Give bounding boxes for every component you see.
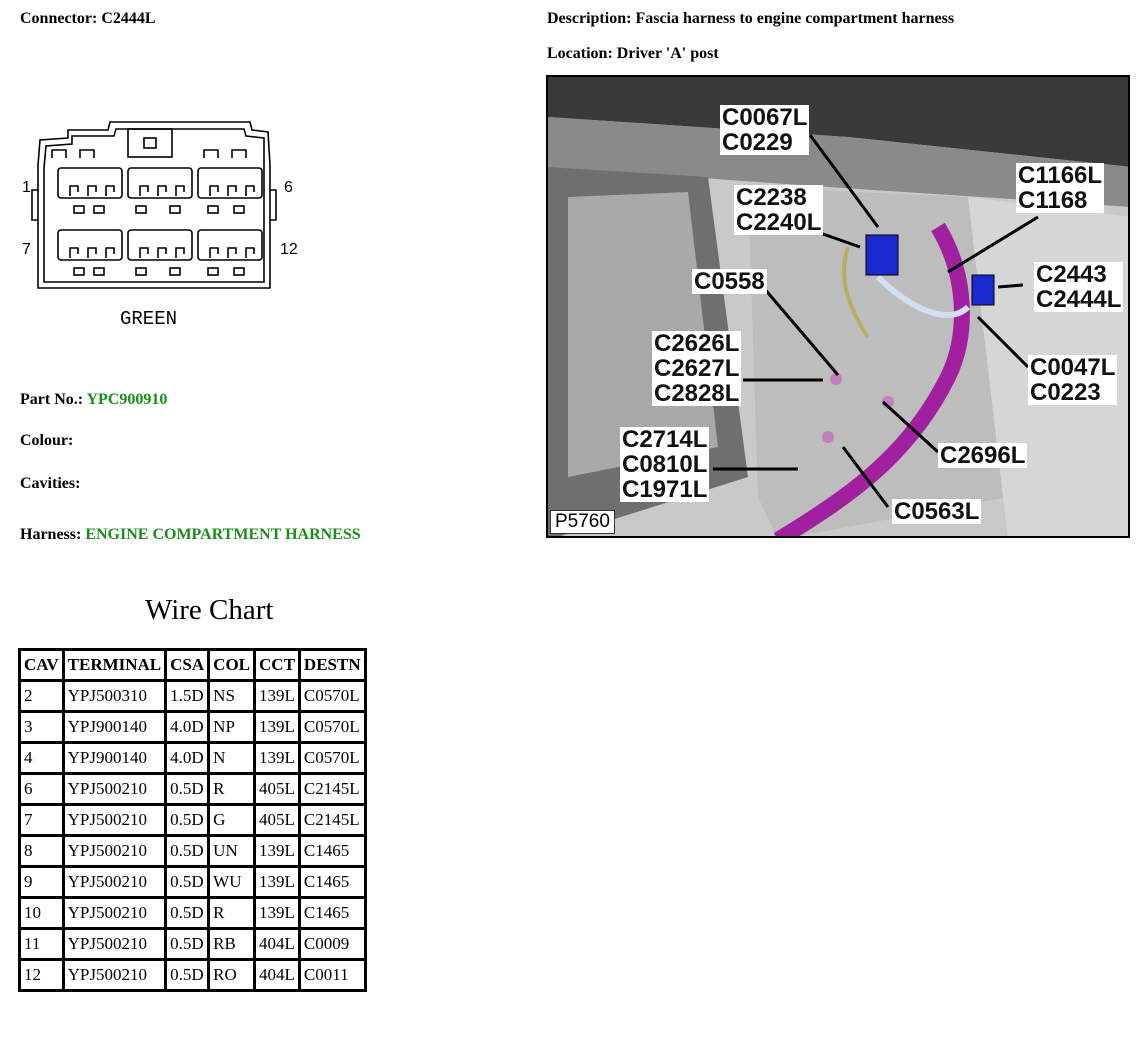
cavities-label: Cavities: (20, 475, 81, 492)
callout-c0067l: C0067L C0229 (722, 104, 808, 156)
table-cell: C1465 (301, 899, 364, 927)
table-cell: 3 (21, 713, 62, 741)
table-cell: NP (210, 713, 253, 741)
table-cell: 4.0D (167, 744, 207, 772)
table-cell: 1.5D (167, 682, 207, 710)
table-cell: R (210, 775, 253, 803)
table-cell: RO (210, 961, 253, 989)
table-cell: R (210, 899, 253, 927)
callout-c0047l: C0047L C0223 (1030, 354, 1116, 406)
table-cell: 2 (21, 682, 62, 710)
table-cell: 405L (256, 806, 298, 834)
connector-label: Connector: (20, 10, 98, 27)
connector-colour-text: GREEN (120, 308, 178, 330)
table-cell: YPJ500210 (65, 930, 165, 958)
table-cell: 9 (21, 868, 62, 896)
table-cell: RB (210, 930, 253, 958)
table-cell: 405L (256, 775, 298, 803)
table-row (21, 806, 364, 834)
table-cell: 0.5D (167, 837, 207, 865)
table-cell: YPJ900140 (65, 744, 165, 772)
table-cell: UN (210, 837, 253, 865)
table-cell: 0.5D (167, 868, 207, 896)
pin-label-12: 12 (280, 241, 298, 258)
table-cell: 139L (256, 837, 298, 865)
location-value: Driver 'A' post (616, 45, 719, 62)
connector-heading (20, 10, 156, 28)
part-number-value: YPC900910 (86, 391, 168, 408)
table-cell: 11 (21, 930, 62, 958)
wire-chart-header-cell: CSA (167, 651, 207, 679)
location-photo (546, 75, 1130, 538)
connector-face-diagram (18, 120, 318, 340)
table-cell: 8 (21, 837, 62, 865)
table-cell: YPJ500310 (65, 682, 165, 710)
callout-c0558: C0558 (694, 268, 765, 295)
wire-chart-header-row (21, 651, 364, 679)
table-cell: 4 (21, 744, 62, 772)
harness-row (20, 526, 361, 544)
table-cell: 7 (21, 806, 62, 834)
description-value: Fascia harness to engine compartment harness (635, 10, 955, 27)
table-cell: 0.5D (167, 930, 207, 958)
connector-value: C2444L (101, 10, 156, 27)
table-row (21, 961, 364, 989)
table-cell: N (210, 744, 253, 772)
table-cell: 139L (256, 744, 298, 772)
callout-c2443: C2443 C2444L (1036, 261, 1122, 313)
table-cell: 139L (256, 899, 298, 927)
table-cell: C0570L (301, 744, 364, 772)
table-cell: YPJ500210 (65, 806, 165, 834)
table-cell: 0.5D (167, 806, 207, 834)
table-cell: C0570L (301, 682, 364, 710)
table-row (21, 868, 364, 896)
callout-c1166l: C1166L C1168 (1018, 162, 1103, 214)
callout-c2696l: C2696L (940, 442, 1026, 469)
table-cell: 6 (21, 775, 62, 803)
callout-c2626l: C2626L C2627L C2828L (654, 330, 740, 407)
table-cell: YPJ500210 (65, 837, 165, 865)
callout-c2238: C2238 C2240L (736, 184, 822, 236)
table-cell: YPJ500210 (65, 961, 165, 989)
table-cell: 404L (256, 930, 298, 958)
callout-c0563l: C0563L (894, 498, 980, 525)
harness-label: Harness: (20, 526, 82, 543)
table-cell: YPJ500210 (65, 899, 165, 927)
table-cell: 139L (256, 682, 298, 710)
table-cell: C1465 (301, 868, 364, 896)
table-cell: C2145L (301, 775, 364, 803)
table-cell: C0011 (301, 961, 364, 989)
table-row (21, 930, 364, 958)
table-cell: YPJ900140 (65, 713, 165, 741)
callout-c2714l: C2714L C0810L C1971L (622, 426, 708, 503)
table-cell: NS (210, 682, 253, 710)
table-cell: YPJ500210 (65, 868, 165, 896)
pin-label-7: 7 (22, 241, 31, 258)
wire-chart-header-cell: CCT (256, 651, 298, 679)
table-cell: C0009 (301, 930, 364, 958)
description-label: Description: (547, 10, 632, 27)
table-cell: WU (210, 868, 253, 896)
photo-reference: P5760 (550, 510, 615, 534)
wire-chart-table (18, 648, 367, 992)
part-number-label: Part No.: (20, 391, 84, 408)
table-cell: 0.5D (167, 961, 207, 989)
wire-chart-header-cell: TERMINAL (65, 651, 165, 679)
table-cell: C1465 (301, 837, 364, 865)
table-cell: 404L (256, 961, 298, 989)
table-cell: C2145L (301, 806, 364, 834)
table-row (21, 899, 364, 927)
table-cell: 0.5D (167, 775, 207, 803)
location-label: Location: (547, 45, 613, 62)
table-cell: 139L (256, 868, 298, 896)
description-heading (547, 10, 954, 28)
wire-chart-header-cell: CAV (21, 651, 62, 679)
part-number-row (20, 391, 167, 409)
wire-chart-title: Wire Chart (145, 594, 274, 626)
table-row (21, 775, 364, 803)
table-cell: 0.5D (167, 899, 207, 927)
table-cell: G (210, 806, 253, 834)
table-row (21, 682, 364, 710)
wire-chart-header-cell: DESTN (301, 651, 364, 679)
pin-label-6: 6 (284, 179, 293, 196)
table-row (21, 713, 364, 741)
table-cell: 4.0D (167, 713, 207, 741)
table-cell: 139L (256, 713, 298, 741)
table-cell: 10 (21, 899, 62, 927)
table-cell: 12 (21, 961, 62, 989)
pin-label-1: 1 (22, 179, 31, 196)
colour-label: Colour: (20, 432, 74, 449)
wire-chart-header-cell: COL (210, 651, 253, 679)
harness-value: ENGINE COMPARTMENT HARNESS (85, 526, 361, 543)
table-cell: C0570L (301, 713, 364, 741)
table-cell: YPJ500210 (65, 775, 165, 803)
table-row (21, 837, 364, 865)
table-row (21, 744, 364, 772)
location-heading (547, 45, 719, 63)
